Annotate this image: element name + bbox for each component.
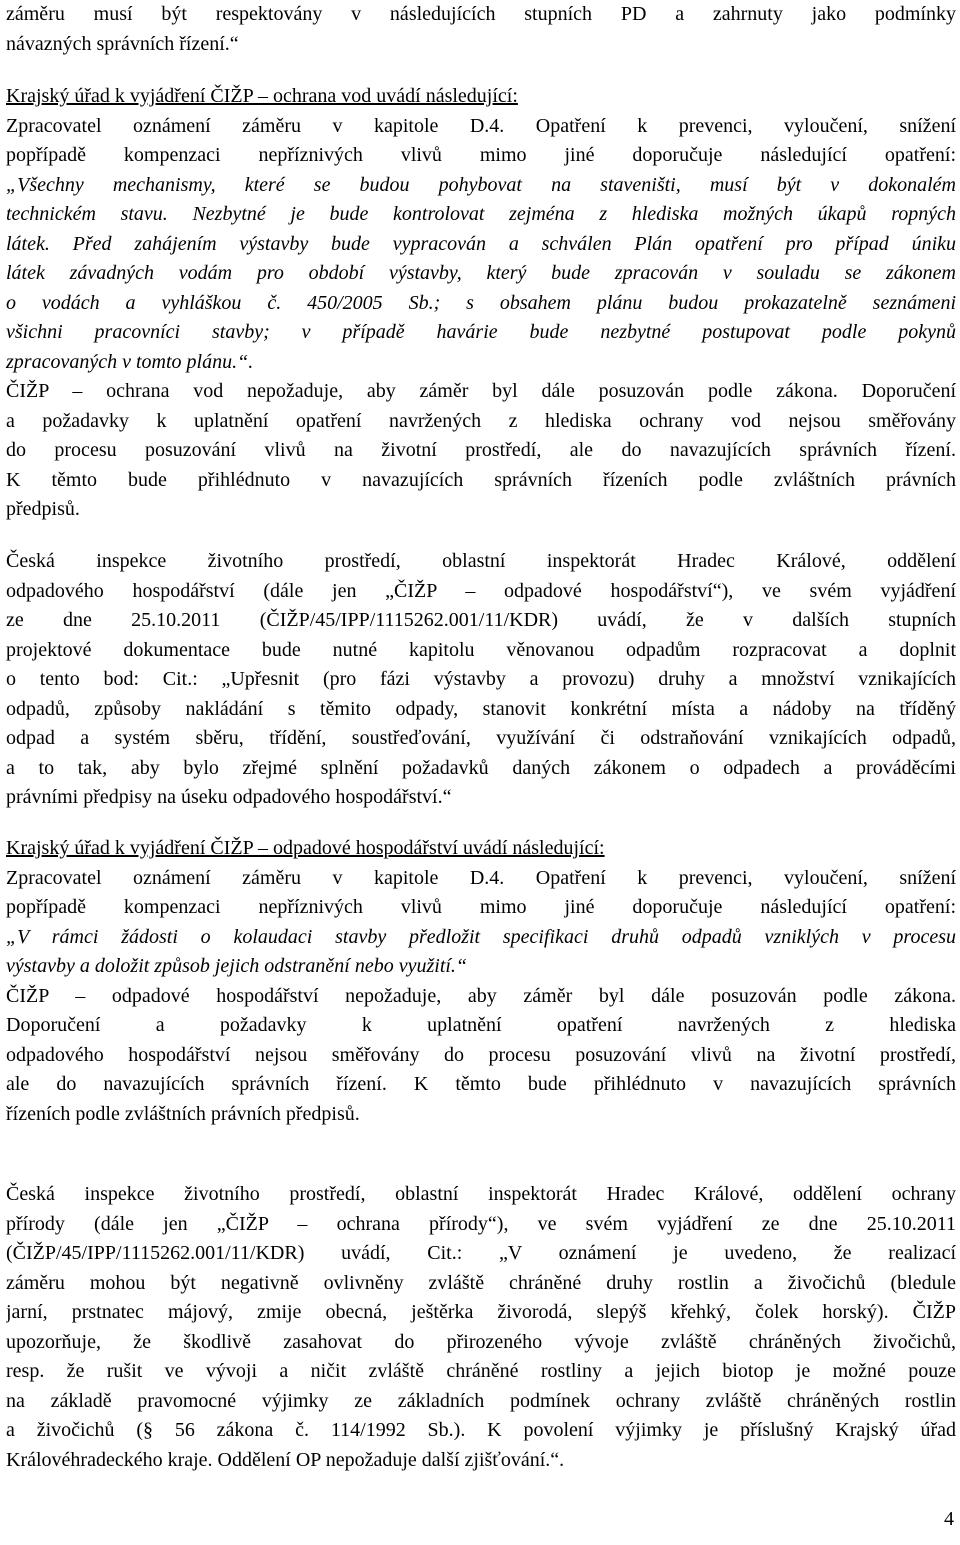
text-line: předpisů.	[6, 498, 80, 520]
text-line: (ČIŽP/45/IPP/1115262.001/11/KDR) uvádí, Cit.: „V oznámení je uvedeno, že realizací	[6, 1242, 956, 1264]
text-line: přírody (dále jen „ČIŽP – ochrana přírody“), ve svém vyjádření ze dne 25.10.2011	[6, 1212, 956, 1235]
text-line: výstavby a doložit způsob jejich odstranění nebo využití.“	[6, 955, 468, 977]
text-line: ČIŽP – ochrana vod nepožaduje, aby záměr byl dále posuzován podle zákona. Doporučení	[6, 380, 956, 402]
text-line: a živočichů (§ 56 zákona č. 114/1992 Sb.). K povolení výjimky je příslušný Krajský úřad	[6, 1419, 956, 1441]
text-line: ČIŽP – odpadové hospodářství nepožaduje, aby záměr byl dále posuzován podle zákona.	[6, 984, 956, 1007]
text-line: odpadového hospodářství nejsou směřovány do procesu posuzování vlivů na životní prostředí,	[6, 1043, 956, 1066]
text-line: K těmto bude přihlédnuto v navazujících správních řízeních podle zvláštních právních	[6, 468, 956, 491]
text-line: resp. že rušit ve vývoji a ničit zvláště chráněné rostliny a jejich biotop je možné pouze	[6, 1360, 956, 1382]
text-line: projektové dokumentace bude nutné kapitolu věnovanou odpadům rozpracovat a doplnit	[6, 638, 956, 661]
section-heading: Krajský úřad k vyjádření ČIŽP – odpadové hospodářství uvádí následující:	[6, 837, 605, 859]
text-line: záměru mohou být negativně ovlivněny zvláště chráněné druhy rostlin a živočichů (bledule	[6, 1271, 956, 1294]
text-line: a to tak, aby bylo zřejmé splnění požadavků daných zákonem o odpadech a prováděcími	[6, 756, 956, 779]
text-line: o tento bod: Cit.: „Upřesnit (pro fázi výstavby a provozu) druhy a množství vznikajících	[6, 668, 956, 690]
text-line: odpadového hospodářství (dále jen „ČIŽP – odpadové hospodářství“), ve svém vyjádření	[6, 579, 956, 602]
text-line: do procesu posuzování vlivů na životní prostředí, ale do navazujících správních řízení.	[6, 439, 956, 461]
text-line: „V rámci žádosti o kolaudaci stavby předložit specifikaci druhů odpadů vzniklých v procesu	[6, 925, 956, 948]
text-line: a požadavky k uplatnění opatření navržených z hlediska ochrany vod nejsou směřovány	[6, 409, 956, 432]
paragraph-p3	[6, 547, 956, 813]
text-line: na základě pravomocné výjimky ze základních podmínek ochrany zvláště chráněných rostlin	[6, 1389, 956, 1412]
text-line: popřípadě kompenzaci nepříznivých vlivů mimo jiné doporučuje následující opatření:	[6, 144, 956, 166]
text-line: Doporučení a požadavky k uplatnění opatření navržených z hlediska	[6, 1014, 956, 1036]
text-line: technickém stavu. Nezbytné je bude kontrolovat zejména z hlediska možných úkapů ropných	[6, 203, 956, 225]
text-line: záměru musí být respektovány v následujících stupních PD a zahrnuty jako podmínky	[6, 3, 956, 25]
text-line: Česká inspekce životního prostředí, oblastní inspektorát Hradec Králové, oddělení ochrany	[6, 1183, 956, 1205]
page-number: 4	[944, 1508, 954, 1530]
text-line: právními předpisy na úseku odpadového hospodářství.“	[6, 786, 452, 808]
text-line: všichni pracovníci stavby; v případě havárie bude nezbytné postupovat podle pokynů	[6, 321, 956, 343]
text-line: o vodách a vyhláškou č. 450/2005 Sb.; s obsahem plánu budou prokazatelně seznámeni	[6, 291, 956, 314]
text-line: látek. Před zahájením výstavby bude vypracován a schválen Plán opatření pro případ úniku	[6, 232, 956, 255]
text-line: ale do navazujících správních řízení. K těmto bude přihlédnuto v navazujících správních	[6, 1073, 956, 1095]
paragraph-p2	[6, 82, 956, 525]
section-heading: Krajský úřad k vyjádření ČIŽP – ochrana vod uvádí následující:	[6, 85, 518, 107]
paragraph-p4	[6, 834, 956, 1129]
text-line: jarní, prstnatec májový, zmije obecná, ještěrka živorodá, slepýš křehký, čolek horský). ČIŽP	[6, 1301, 956, 1323]
text-line: Královéhradeckého kraje. Oddělení OP nepožaduje další zjišťování.“.	[6, 1448, 565, 1471]
paragraph-p5	[6, 1180, 956, 1475]
text-line: ze dne 25.10.2011 (ČIŽP/45/IPP/1115262.001/11/KDR) uvádí, že v dalších stupních	[6, 609, 956, 631]
text-line: návazných správních řízení.“	[6, 32, 239, 55]
paragraph-p1	[6, 0, 956, 59]
text-line: řízeních podle zvláštních právních předpisů.	[6, 1102, 360, 1125]
text-line: Zpracovatel oznámení záměru v kapitole D.4. Opatření k prevenci, vyloučení, snížení	[6, 114, 956, 137]
text-line: Zpracovatel oznámení záměru v kapitole D.4. Opatření k prevenci, vyloučení, snížení	[6, 866, 956, 889]
text-line: popřípadě kompenzaci nepříznivých vlivů mimo jiné doporučuje následující opatření:	[6, 896, 956, 918]
text-line: odpad a systém sběru, třídění, soustřeďování, využívání či odstraňování vznikajících odpadů,	[6, 727, 956, 749]
text-line: Česká inspekce životního prostředí, oblastní inspektorát Hradec Králové, oddělení	[6, 550, 956, 572]
text-line: „Všechny mechanismy, které se budou pohybovat na staveništi, musí být v dokonalém	[6, 173, 956, 196]
text-line: látek závadných vodám pro období výstavby, který bude zpracován v souladu se zákonem	[6, 262, 956, 284]
text-line: odpadů, způsoby nakládání s těmito odpady, stanovit konkrétní místa a nádoby na tříděný	[6, 697, 956, 720]
text-line: upozorňuje, že škodlivě zasahovat do přirozeného vývoje zvláště chráněných živočichů,	[6, 1330, 956, 1353]
text-line: zpracovaných v tomto plánu.“.	[6, 350, 254, 373]
